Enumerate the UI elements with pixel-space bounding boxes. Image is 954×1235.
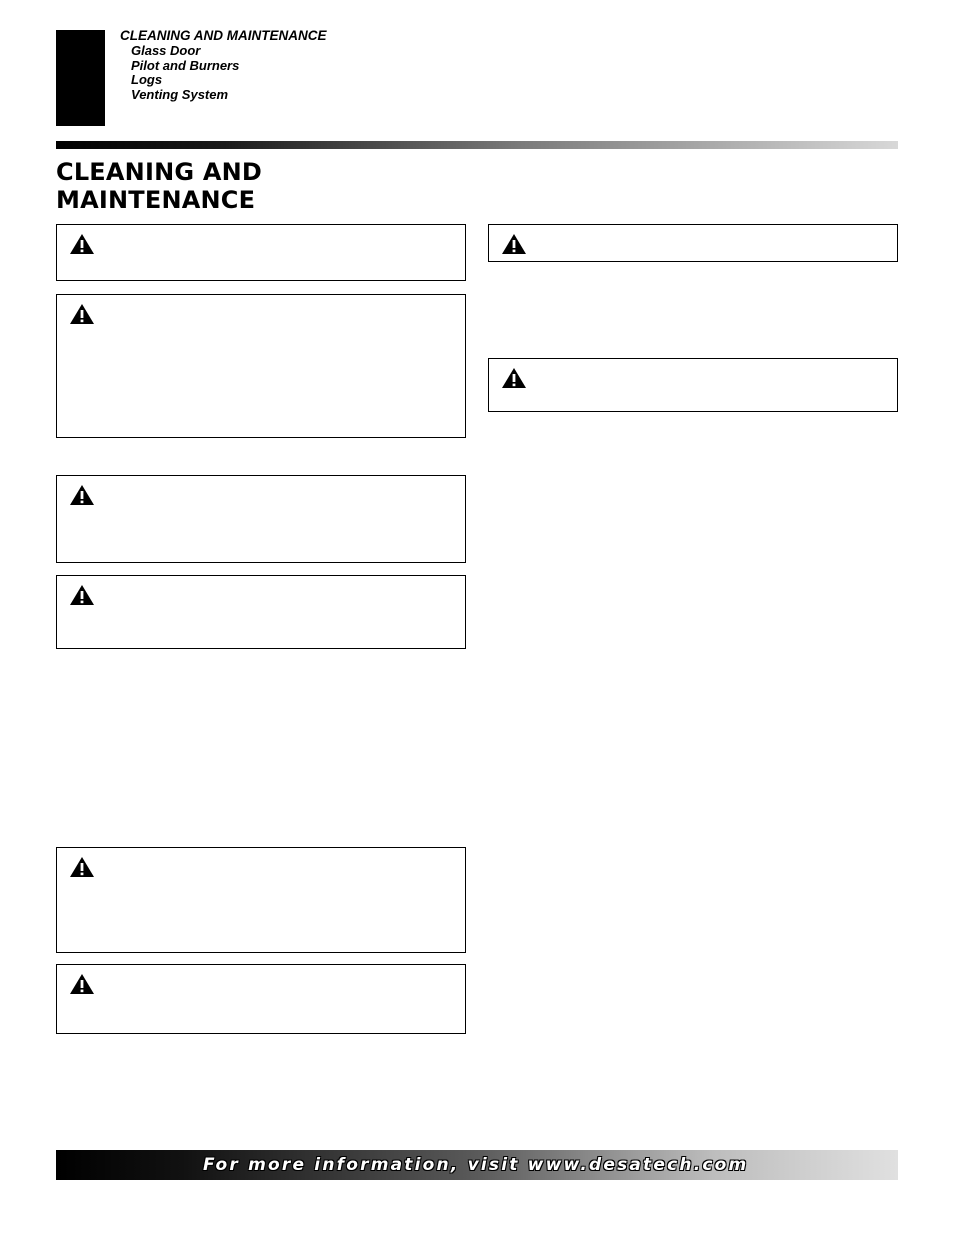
page-title-line-2: MAINTENANCE	[56, 186, 256, 214]
page-title	[56, 158, 262, 214]
warning-box	[56, 294, 466, 438]
warning-triangle-icon	[501, 233, 527, 255]
warning-box	[56, 224, 466, 281]
toc-item-pilot-burners: Pilot and Burners	[131, 57, 240, 73]
header-gradient-bar	[56, 141, 898, 149]
warning-triangle-icon	[69, 856, 95, 878]
toc-item-logs: Logs	[131, 72, 163, 88]
footer-bar	[56, 1150, 898, 1180]
warning-box	[488, 358, 898, 412]
section-contents	[120, 28, 327, 102]
toc-section-title: CLEANING AND MAINTENANCE	[120, 28, 327, 43]
warning-box	[56, 964, 466, 1034]
page-title-line-1: CLEANING AND	[56, 158, 263, 186]
warning-triangle-icon	[69, 584, 95, 606]
warning-triangle-icon	[69, 484, 95, 506]
warning-triangle-icon	[69, 303, 95, 325]
warning-box	[488, 224, 898, 262]
toc-item-venting-system: Venting System	[131, 86, 229, 102]
section-tab-marker	[56, 30, 105, 126]
warning-box	[56, 475, 466, 563]
toc-item-glass-door: Glass Door	[131, 43, 201, 58]
footer-website-text: For more information, visit www.desatech.com	[203, 1155, 749, 1175]
warning-triangle-icon	[501, 367, 527, 389]
warning-box	[56, 575, 466, 649]
warning-triangle-icon	[69, 233, 95, 255]
warning-triangle-icon	[69, 973, 95, 995]
warning-box	[56, 847, 466, 953]
